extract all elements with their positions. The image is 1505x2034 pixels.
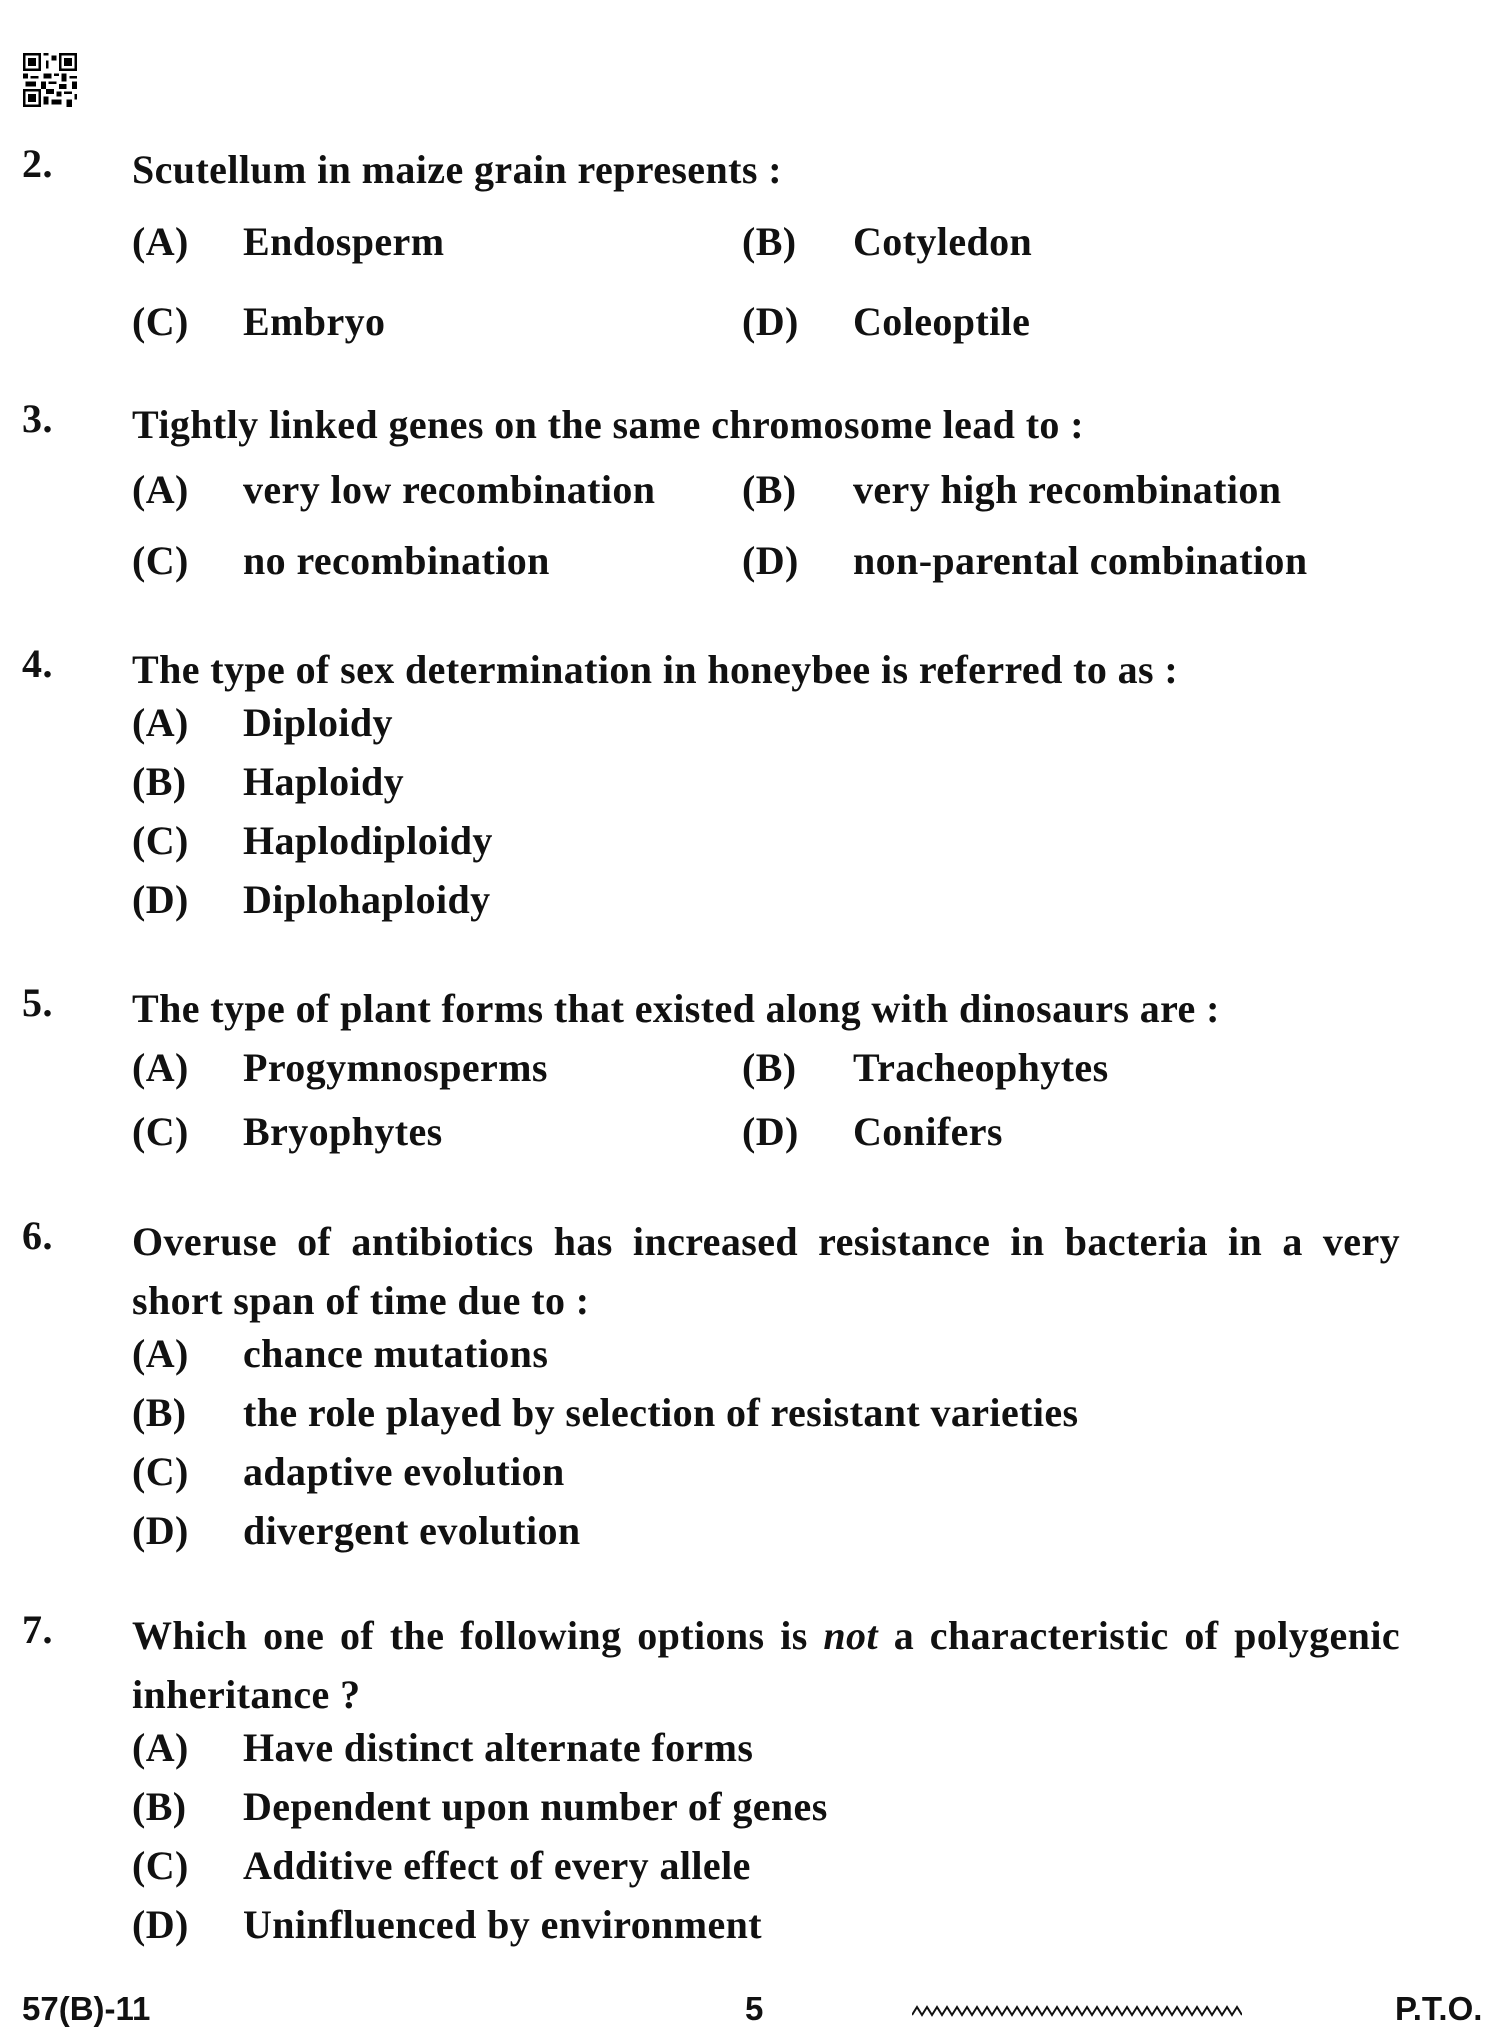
option-label: (A) bbox=[132, 1045, 189, 1090]
option-text: the role played by selection of resistant varieties bbox=[243, 1390, 1079, 1435]
question-text: The type of plant forms that existed along with dinosaurs are : bbox=[132, 986, 1220, 1031]
question-text-before: Which one of the following options is bbox=[132, 1613, 824, 1658]
option-text: divergent evolution bbox=[243, 1508, 581, 1553]
option-label: (B) bbox=[742, 467, 797, 512]
option-label: (D) bbox=[132, 877, 189, 922]
option-label: (D) bbox=[742, 299, 799, 344]
option-text: non-parental combination bbox=[853, 538, 1308, 583]
question-number: 6. bbox=[22, 1213, 53, 1258]
option-label: (B) bbox=[132, 1784, 187, 1829]
option-label: (D) bbox=[742, 1109, 799, 1154]
option-text: adaptive evolution bbox=[243, 1449, 565, 1494]
question-text: Overuse of antibiotics has increased resistance in bacteria in a very short span of time due to : bbox=[132, 1219, 1400, 1323]
option-text: very low recombination bbox=[243, 467, 656, 512]
option-label: (C) bbox=[132, 1109, 189, 1154]
option-label: (B) bbox=[132, 1390, 187, 1435]
paper-code: 57(B)-11 bbox=[22, 1990, 151, 2027]
option-text: Haploidy bbox=[243, 759, 405, 804]
option-text: Uninfluenced by environment bbox=[243, 1902, 763, 1947]
option-label: (A) bbox=[132, 467, 189, 512]
option-text: Conifers bbox=[853, 1109, 1003, 1154]
option-label: (D) bbox=[742, 538, 799, 583]
question-text: The type of sex determination in honeybee is referred to as : bbox=[132, 647, 1179, 692]
option-text: Bryophytes bbox=[243, 1109, 443, 1154]
question-text-emphasis: not bbox=[823, 1613, 878, 1658]
option-text: no recombination bbox=[243, 538, 550, 583]
question-number: 3. bbox=[22, 396, 53, 441]
question-number: 5. bbox=[22, 980, 53, 1025]
option-text: Additive effect of every allele bbox=[243, 1843, 751, 1888]
option-label: (C) bbox=[132, 1843, 189, 1888]
page-number: 5 bbox=[745, 1990, 764, 2027]
question-text: Tightly linked genes on the same chromosome lead to : bbox=[132, 402, 1084, 447]
option-text: Tracheophytes bbox=[853, 1045, 1109, 1090]
option-label: (D) bbox=[132, 1902, 189, 1947]
question-number: 2. bbox=[22, 141, 53, 186]
option-label: (C) bbox=[132, 538, 189, 583]
option-text: Embryo bbox=[243, 299, 386, 344]
option-text: Haplodiploidy bbox=[243, 818, 493, 863]
option-text: chance mutations bbox=[243, 1331, 549, 1376]
wavy-line-decoration bbox=[912, 2003, 1242, 2019]
option-label: (B) bbox=[742, 219, 797, 264]
option-label: (C) bbox=[132, 299, 189, 344]
question-text-after: a characteristic of polygenic inheritance ? bbox=[132, 1613, 1400, 1717]
option-label: (A) bbox=[132, 700, 189, 745]
option-text: Endosperm bbox=[243, 219, 445, 264]
question-number: 4. bbox=[22, 641, 53, 686]
option-label: (A) bbox=[132, 219, 189, 264]
option-text: Cotyledon bbox=[853, 219, 1033, 264]
option-text: Diploidy bbox=[243, 700, 393, 745]
option-text: Dependent upon number of genes bbox=[243, 1784, 828, 1829]
option-text: very high recombination bbox=[853, 467, 1282, 512]
option-label: (A) bbox=[132, 1331, 189, 1376]
question-text bbox=[132, 1606, 1400, 1724]
option-label: (C) bbox=[132, 1449, 189, 1494]
option-label: (A) bbox=[132, 1725, 189, 1770]
option-text: Diplohaploidy bbox=[243, 877, 491, 922]
option-label: (B) bbox=[132, 759, 187, 804]
option-label: (B) bbox=[742, 1045, 797, 1090]
question-text: Scutellum in maize grain represents : bbox=[132, 147, 782, 192]
please-turn-over: P.T.O. bbox=[1395, 1990, 1483, 2027]
option-label: (D) bbox=[132, 1508, 189, 1553]
option-text: Coleoptile bbox=[853, 299, 1031, 344]
option-text: Have distinct alternate forms bbox=[243, 1725, 754, 1770]
question-number: 7. bbox=[22, 1607, 53, 1652]
qr-code-icon bbox=[23, 53, 77, 107]
option-text: Progymnosperms bbox=[243, 1045, 548, 1090]
option-label: (C) bbox=[132, 818, 189, 863]
